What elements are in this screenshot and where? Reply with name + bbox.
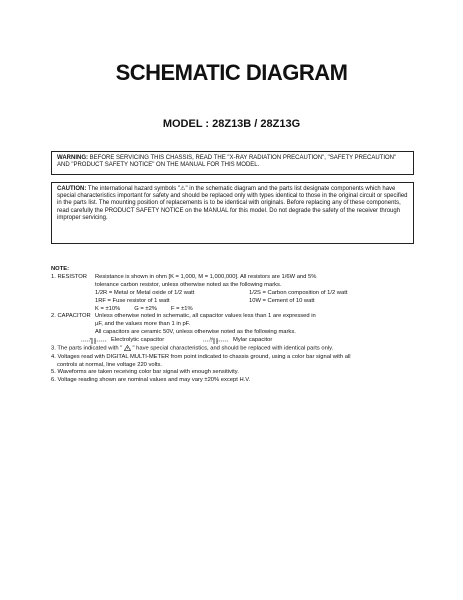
model-heading: MODEL : 28Z13B / 28Z13G <box>162 118 301 130</box>
resistor-mark-1-2s: 1/2S = Carbon composition of 1/2 watt <box>249 289 348 296</box>
resistor-line1: Resistance is shown in ohm [K = 1,000, M = 1,000,000]. All resistors are 1/6W and 5% <box>95 273 317 280</box>
note-item-3 <box>51 345 421 353</box>
item3-text-pre: 3. The parts indicated with " <box>51 345 124 352</box>
capacitor-label: 2. CAPACITOR <box>51 313 91 320</box>
svg-text:M: M <box>210 337 213 342</box>
resistor-tolerances <box>95 306 421 314</box>
resistor-mark-10w: 10W = Cement of 10 watt <box>249 297 315 304</box>
electrolytic-capacitor-icon <box>81 337 107 345</box>
tolerance-f: F = ±1% <box>170 305 193 312</box>
caution-text: The international hazard symbols "⚠" in the schematic diagram and the parts list designate components which have special characteristics important for safety and should be replaced only with types identical to those in the original circuit or specified in the parts list. The mounting position of replacements is to be identical with originals. Before replacing any of these components, read carefully the PRODUCT SAFETY NOTICE on the MANUAL for this model. Do not degrade the safety of the receiver through improper servicing. <box>57 186 408 221</box>
note-item-4: 4. Voltages read with DIGITAL MULTI-METER from point indicated to chassis ground, using a color bar signal with all <box>51 353 351 360</box>
note-item-5: 5. Waveforms are taken receiving color bar signal with enough sensitivity. <box>51 369 239 376</box>
hazard-triangle-icon <box>124 345 131 351</box>
note-item-4-cont: controls at normal, line voltage 220 volts. <box>57 361 163 368</box>
warning-text: BEFORE SERVICING THIS CHASSIS, READ THE "X-RAY RADIATION PRECAUTION", "SAFETY PRECAUTION" AND "PRODUCT SAFETY NOTICE" ON THE MANUAL FOR THIS MODEL. <box>57 155 397 169</box>
capacitor-symbols <box>51 337 421 345</box>
capacitor-line2: µF, and the values more than 1 in pF. <box>95 321 191 328</box>
mylar-capacitor-icon <box>203 337 229 345</box>
notes-section <box>51 266 421 385</box>
tolerance-k: K = ±10% <box>95 305 121 312</box>
note-resistor <box>51 274 421 314</box>
resistor-mark-1-2r: 1/2R = Metal or Metal oxide of 1/2 watt <box>95 289 195 296</box>
capacitor-line3: All capacitors are ceramic 50V, unless otherwise noted as the following marks. <box>95 329 296 336</box>
note-capacitor <box>51 313 421 337</box>
resistor-line2: tolerance carbon resistor, unless otherwise noted as the following marks. <box>95 281 282 288</box>
resistor-mark-1rf: 1RF = Fuse resistor of 1 watt <box>95 297 170 304</box>
caution-box <box>51 182 414 244</box>
note-item-6: 6. Voltage reading shown are nominal values and may vary ±20% except H.V. <box>51 377 251 384</box>
item3-text-post: " have special characteristics, and should be replaced with identical parts only. <box>130 345 334 352</box>
warning-label: WARNING: <box>57 155 88 161</box>
page-title: SCHEMATIC DIAGRAM <box>115 60 348 85</box>
warning-box <box>51 151 414 175</box>
notes-heading: NOTE: <box>51 266 70 272</box>
capacitor-line1: Unless otherwise noted in schematic, all capacitor values less than 1 are expressed in <box>95 313 316 320</box>
resistor-label: 1. RESISTOR <box>51 273 87 280</box>
electrolytic-label: Electrolytic capacitor <box>111 337 165 344</box>
mylar-label: Mylar capacitor <box>233 337 273 344</box>
svg-text:+: + <box>89 337 92 342</box>
tolerance-g: G = ±2% <box>134 305 157 312</box>
caution-label: CAUTION: <box>57 186 87 192</box>
